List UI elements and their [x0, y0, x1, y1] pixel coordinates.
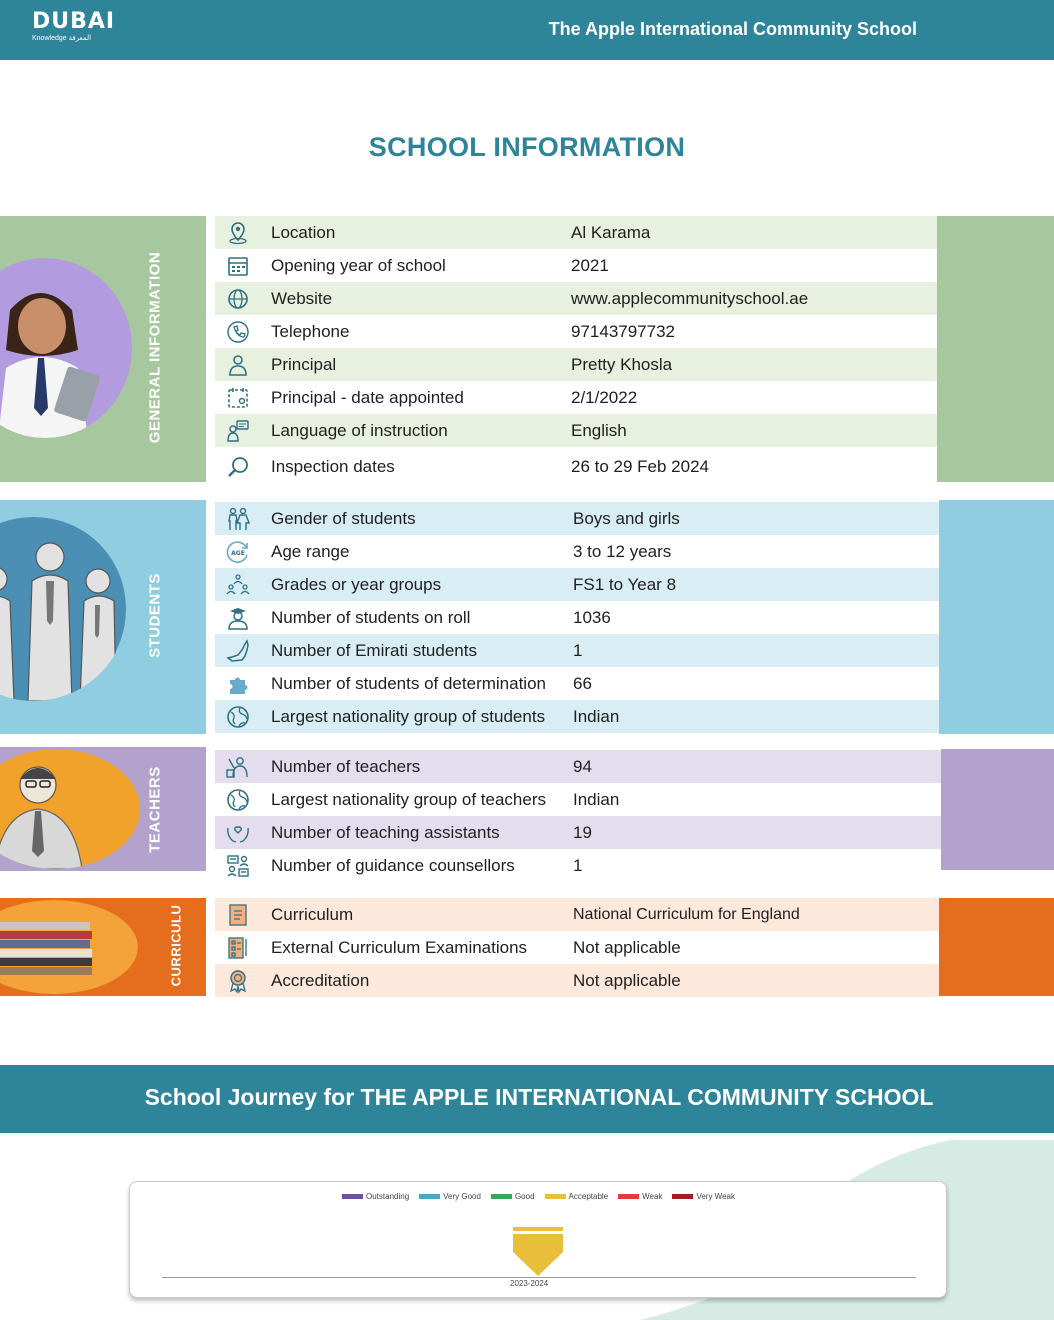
- person-icon: [215, 348, 261, 381]
- row-label: Number of students of determination: [271, 673, 546, 693]
- teacher-icon: [215, 750, 261, 783]
- row-label: Number of students on roll: [271, 607, 471, 627]
- info-row-nationality-teachers: [215, 783, 941, 816]
- phone-icon: [215, 315, 261, 348]
- student-icon: [215, 601, 261, 634]
- row-value: 1: [573, 640, 583, 660]
- logo-text: DUBAI: [32, 9, 116, 34]
- award-icon: [215, 964, 261, 997]
- row-label: Largest nationality group of students: [271, 706, 546, 726]
- students-band: [0, 500, 206, 734]
- curriculum-rows: [215, 898, 939, 997]
- row-label: Principal - date appointed: [271, 387, 464, 407]
- info-row-nationality-students: [215, 700, 939, 733]
- row-label: Curriculum: [271, 904, 354, 924]
- age-icon: [215, 535, 261, 568]
- puzzle-icon: [215, 667, 261, 700]
- general-info-label: GENERAL INFORMATION: [146, 251, 164, 444]
- info-row-counsellors: [215, 849, 941, 882]
- row-label: Location: [271, 222, 336, 242]
- info-row-language: [215, 414, 937, 447]
- legend-label: Good: [514, 1192, 535, 1201]
- row-value: Not applicable: [573, 970, 681, 990]
- logo-subtext: Knowledge المعرفة: [32, 35, 92, 42]
- row-value: 1: [573, 855, 583, 875]
- row-value: Indian: [573, 789, 620, 809]
- general-info-rows: [215, 216, 937, 487]
- students-rows: [215, 502, 939, 733]
- checklist-icon: [215, 931, 261, 964]
- row-value: 2/1/2022: [571, 387, 638, 407]
- row-label: Largest nationality group of teachers: [271, 789, 547, 809]
- info-row-students-roll: [215, 601, 939, 634]
- location-pin-icon: [215, 216, 261, 249]
- row-label: Number of Emirati students: [271, 640, 477, 660]
- teachers-rows: [215, 750, 941, 882]
- student-girl-photo: [0, 258, 132, 438]
- counsellor-icon: [215, 849, 261, 882]
- curriculum-band: [0, 898, 206, 996]
- row-value: Al Karama: [571, 222, 651, 242]
- row-value: 3 to 12 years: [573, 541, 672, 561]
- general-info-band: [0, 216, 206, 482]
- row-label: Number of guidance counsellors: [271, 855, 515, 875]
- school-name: The Apple International Community School: [548, 19, 917, 39]
- row-label: Grades or year groups: [271, 574, 442, 594]
- row-value: 94: [573, 756, 592, 776]
- row-value: 19: [573, 822, 592, 842]
- info-row-telephone: [215, 315, 937, 348]
- info-row-teachers-count: [215, 750, 941, 783]
- legend-label: Weak: [642, 1192, 663, 1201]
- books-photo: [0, 900, 138, 994]
- info-row-determination: [215, 667, 939, 700]
- teachers-right-band: [941, 749, 1054, 870]
- row-value: Boys and girls: [573, 508, 680, 528]
- page-title: SCHOOL INFORMATION: [368, 132, 686, 162]
- teachers-band: [0, 747, 206, 871]
- row-value: 97143797732: [571, 321, 676, 341]
- x-axis: [162, 1277, 916, 1278]
- legend-label: Very Good: [443, 1192, 481, 1201]
- row-value: Indian: [573, 706, 620, 726]
- info-row-location: [215, 216, 937, 249]
- info-row-exams: [215, 931, 939, 964]
- teachers-label: TEACHERS: [146, 766, 164, 853]
- row-label: Number of teaching assistants: [271, 822, 500, 842]
- row-label: External Curriculum Examinations: [271, 937, 528, 957]
- legend-label: Outstanding: [366, 1192, 410, 1201]
- row-value: National Curriculum for England: [573, 905, 800, 923]
- journey-marker-acceptable: [513, 1227, 563, 1276]
- students-label: STUDENTS: [146, 573, 164, 658]
- info-row-assistants: [215, 816, 941, 849]
- speaker-icon: [215, 414, 261, 447]
- row-label: Principal: [271, 354, 337, 374]
- assistant-hands-icon: [215, 816, 261, 849]
- row-value: English: [571, 420, 627, 440]
- row-label: Website: [271, 288, 333, 308]
- row-value: 66: [573, 673, 592, 693]
- row-value: 1036: [573, 607, 611, 627]
- info-row-accreditation: [215, 964, 939, 997]
- info-row-age-range: [215, 535, 939, 568]
- row-label: Age range: [271, 541, 350, 561]
- top-banner: [0, 0, 1054, 60]
- row-value: Not applicable: [573, 937, 681, 957]
- row-value: FS1 to Year 8: [573, 574, 677, 594]
- x-tick-label: 2023-2024: [510, 1279, 549, 1288]
- row-label: Gender of students: [271, 508, 416, 528]
- legend-label: Very Weak: [696, 1192, 735, 1201]
- row-label: Accreditation: [271, 970, 370, 990]
- journey-banner: [0, 1065, 1054, 1133]
- curriculum-label: CURRICULU: [168, 904, 184, 987]
- globe-icon: [215, 282, 261, 315]
- row-value: Pretty Khosla: [571, 354, 673, 374]
- row-label: Language of instruction: [271, 420, 448, 440]
- curriculum-right-band: [939, 898, 1054, 996]
- group-icon: [215, 568, 261, 601]
- info-row-opening-year: [215, 249, 937, 282]
- magnifier-icon: [215, 451, 261, 484]
- row-label: Number of teachers: [271, 756, 421, 776]
- gender-icon: [215, 502, 261, 535]
- school-journey-chart: [129, 1181, 947, 1298]
- info-row-emirati: [215, 634, 939, 667]
- legend-label: Acceptable: [568, 1192, 609, 1201]
- row-label: Inspection dates: [271, 457, 395, 476]
- calendar-date-icon: [215, 381, 261, 414]
- info-row-curriculum: [215, 898, 939, 931]
- students-photo: [0, 517, 127, 701]
- info-row-principal-date: [215, 381, 937, 414]
- row-label: Telephone: [271, 321, 350, 341]
- website-link[interactable]: www.applecommunityschool.ae: [571, 288, 809, 308]
- info-row-website: [215, 282, 937, 315]
- row-value: 26 to 29 Feb 2024: [571, 457, 710, 476]
- info-row-gender: [215, 502, 939, 535]
- globe-people-icon: [215, 700, 261, 733]
- svg-text:AGE: AGE: [231, 549, 245, 557]
- document-icon: [215, 898, 261, 931]
- info-row-principal: [215, 348, 937, 381]
- globe-people-icon: [215, 783, 261, 816]
- uae-map-icon: [215, 634, 261, 667]
- row-label: Opening year of school: [271, 255, 446, 275]
- teacher-photo: [0, 749, 140, 869]
- info-row-grades: [215, 568, 939, 601]
- general-info-right-band: [937, 216, 1054, 482]
- calendar-icon: [215, 249, 261, 282]
- dubai-knowledge-logo[interactable]: [32, 10, 115, 43]
- info-row-inspection: [215, 447, 937, 487]
- students-right-band: [939, 500, 1054, 734]
- journey-title: School Journey for THE APPLE INTERNATIONAL COMMUNITY SCHOOL: [144, 1084, 934, 1110]
- row-value: 2021: [571, 255, 609, 275]
